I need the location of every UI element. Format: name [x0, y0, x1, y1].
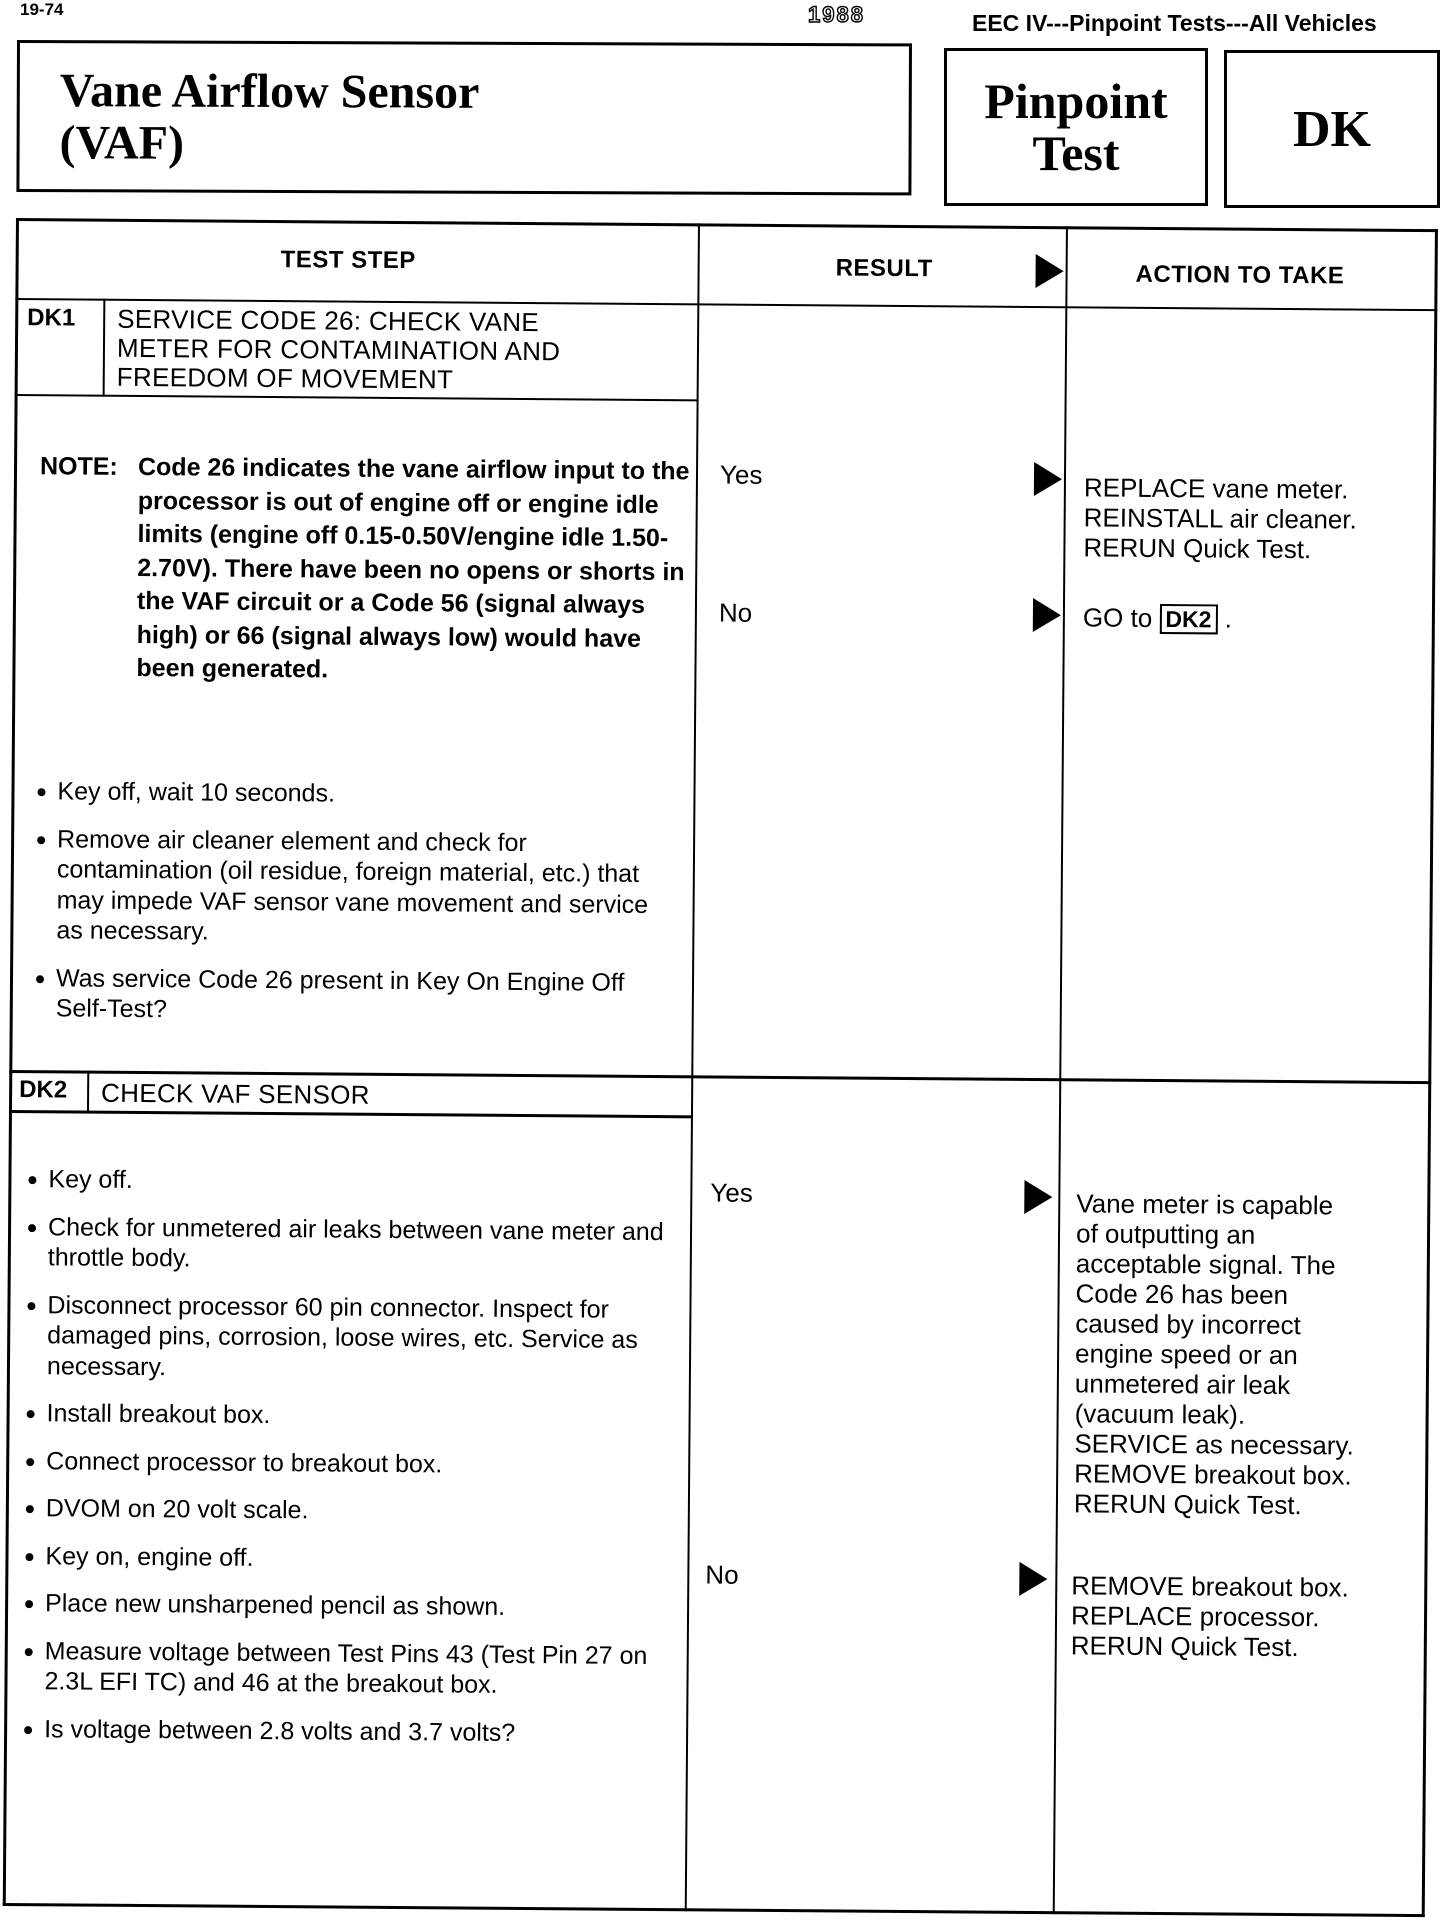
step-title-dk1-line: FREEDOM OF MOVEMENT	[116, 361, 454, 395]
action-suffix: .	[1224, 603, 1233, 634]
pinpoint-test-table	[3, 218, 1438, 1929]
instruction-item: Connect processor to breakout box.	[24, 1446, 664, 1482]
header-test-step: TEST STEP	[280, 246, 416, 275]
action-line: caused by incorrect	[1075, 1308, 1301, 1341]
dk2-action-yes	[1074, 1188, 1356, 1520]
dk2-title-divider	[9, 1110, 693, 1118]
action-line: RERUN Quick Test.	[1073, 1488, 1302, 1521]
instruction-item: Key off.	[26, 1164, 666, 1200]
note-text: Code 26 indicates the vane airflow input to the processor is out of engine off or engine idle limits (engine off 0.15-0.50V/engine idle 1.50-2.70V). There have been no opens or shorts in the VAF circuit or a Code 56 (signal always high) or 66 (signal always low) would have been generated.	[136, 452, 690, 684]
action-line: acceptable signal. The	[1075, 1248, 1336, 1281]
dk2-yes-arrow-icon	[1024, 1180, 1052, 1214]
step-link-dk2[interactable]: DK2	[1159, 604, 1217, 634]
action-line: REPLACE vane meter.	[1083, 472, 1349, 505]
table-border-left	[3, 218, 19, 1906]
dk1-id-divider	[103, 299, 106, 397]
action-line: Vane meter is capable	[1076, 1188, 1334, 1221]
title-line-1: Vane Airflow Sensor	[59, 64, 480, 119]
action-line: RERUN Quick Test.	[1083, 532, 1312, 565]
action-line: of outputting an	[1075, 1218, 1256, 1250]
dk1-no-arrow-icon	[1033, 598, 1061, 632]
action-line: REPLACE processor.	[1070, 1600, 1320, 1633]
dk1-action-yes	[1083, 472, 1357, 564]
table-border-top	[16, 218, 1438, 232]
step-title-dk1-line: SERVICE CODE 26: CHECK VANE	[117, 303, 540, 338]
instruction-item: Was service Code 26 present in Key On Engine Off Self-Test?	[34, 963, 654, 1029]
instruction-item: Key on, engine off.	[23, 1541, 663, 1577]
step-id-dk2: DK2	[19, 1076, 68, 1104]
action-line: engine speed or an	[1074, 1338, 1298, 1371]
dk2-no-arrow-icon	[1019, 1562, 1047, 1596]
dk2-instructions	[22, 1164, 667, 1766]
action-line: (vacuum leak).	[1074, 1398, 1246, 1430]
instruction-item: Key off, wait 10 seconds.	[35, 776, 655, 811]
edition-year: 1988	[808, 2, 865, 27]
step-title-dk2: CHECK VAF SENSOR	[101, 1077, 370, 1110]
dk1-action-no	[1083, 602, 1232, 634]
running-head: EEC IV---Pinpoint Tests---All Vehicles	[972, 10, 1377, 36]
instruction-item: Measure voltage between Test Pins 43 (Test Pin 27 on 2.3L EFI TC) and 46 at the breakout box.	[22, 1636, 662, 1702]
instruction-item: Place new unsharpened pencil as shown.	[23, 1588, 663, 1624]
instruction-item: Is voltage between 2.8 volts and 3.7 volts?	[22, 1714, 662, 1750]
instruction-item: Remove air cleaner element and check for contamination (oil residue, foreign material, etc.) that may impede VAF sensor vane movement and service as necessary.	[34, 824, 655, 951]
pinpoint-test-label	[984, 75, 1167, 179]
header-arrow-icon	[1035, 254, 1063, 288]
page-number: 19-74	[20, 0, 64, 19]
dk2-result-yes: Yes	[710, 1177, 753, 1208]
action-line: RERUN Quick Test.	[1070, 1630, 1299, 1663]
action-go-to: GO to	[1082, 602, 1153, 633]
instruction-item: Check for unmetered air leaks between vane meter and throttle body.	[26, 1212, 666, 1278]
pinpoint-label-line-1: Pinpoint	[984, 73, 1168, 129]
title-box	[16, 40, 912, 195]
dk1-result-yes: Yes	[719, 459, 763, 490]
note-label: NOTE:	[39, 452, 118, 481]
action-line: REINSTALL air cleaner.	[1083, 502, 1357, 535]
instruction-item: Disconnect processor 60 pin connector. Inspect for damaged pins, corrosion, loose wires, etc. Service as necessary.	[25, 1290, 666, 1387]
instruction-item: DVOM on 20 volt scale.	[24, 1493, 664, 1529]
step-title-dk1-line: METER FOR CONTAMINATION AND	[116, 332, 561, 367]
header-result: RESULT	[835, 254, 933, 283]
dk1-result-no: No	[718, 597, 753, 628]
step-title-dk1	[117, 305, 561, 395]
dk2-action-no	[1071, 1570, 1349, 1662]
dk1-note	[38, 450, 690, 755]
test-code-badge	[1224, 50, 1440, 208]
instruction-item: Install breakout box.	[24, 1398, 664, 1434]
pinpoint-label-line-2: Test	[1032, 125, 1120, 181]
table-border-right	[1422, 229, 1438, 1917]
page-title	[60, 65, 480, 171]
step-id-dk1: DK1	[27, 304, 76, 332]
dk2-id-divider	[87, 1071, 89, 1113]
action-line: REMOVE breakout box.	[1071, 1570, 1349, 1603]
dk1-yes-arrow-icon	[1034, 462, 1062, 496]
pinpoint-test-badge	[944, 48, 1208, 206]
dk1-title-divider	[15, 394, 699, 401]
action-line: Code 26 has been	[1075, 1278, 1289, 1311]
test-code: DK	[1293, 100, 1371, 158]
dk2-result-no: No	[705, 1559, 739, 1590]
action-line: SERVICE as necessary.	[1074, 1428, 1354, 1461]
header-action-to-take: ACTION TO TAKE	[1135, 260, 1345, 290]
title-line-2: (VAF)	[59, 116, 185, 170]
action-line: unmetered air leak	[1074, 1368, 1291, 1401]
table-border-bottom	[3, 1903, 1425, 1917]
action-line: REMOVE breakout box.	[1074, 1458, 1352, 1491]
dk1-instructions	[34, 776, 656, 1045]
